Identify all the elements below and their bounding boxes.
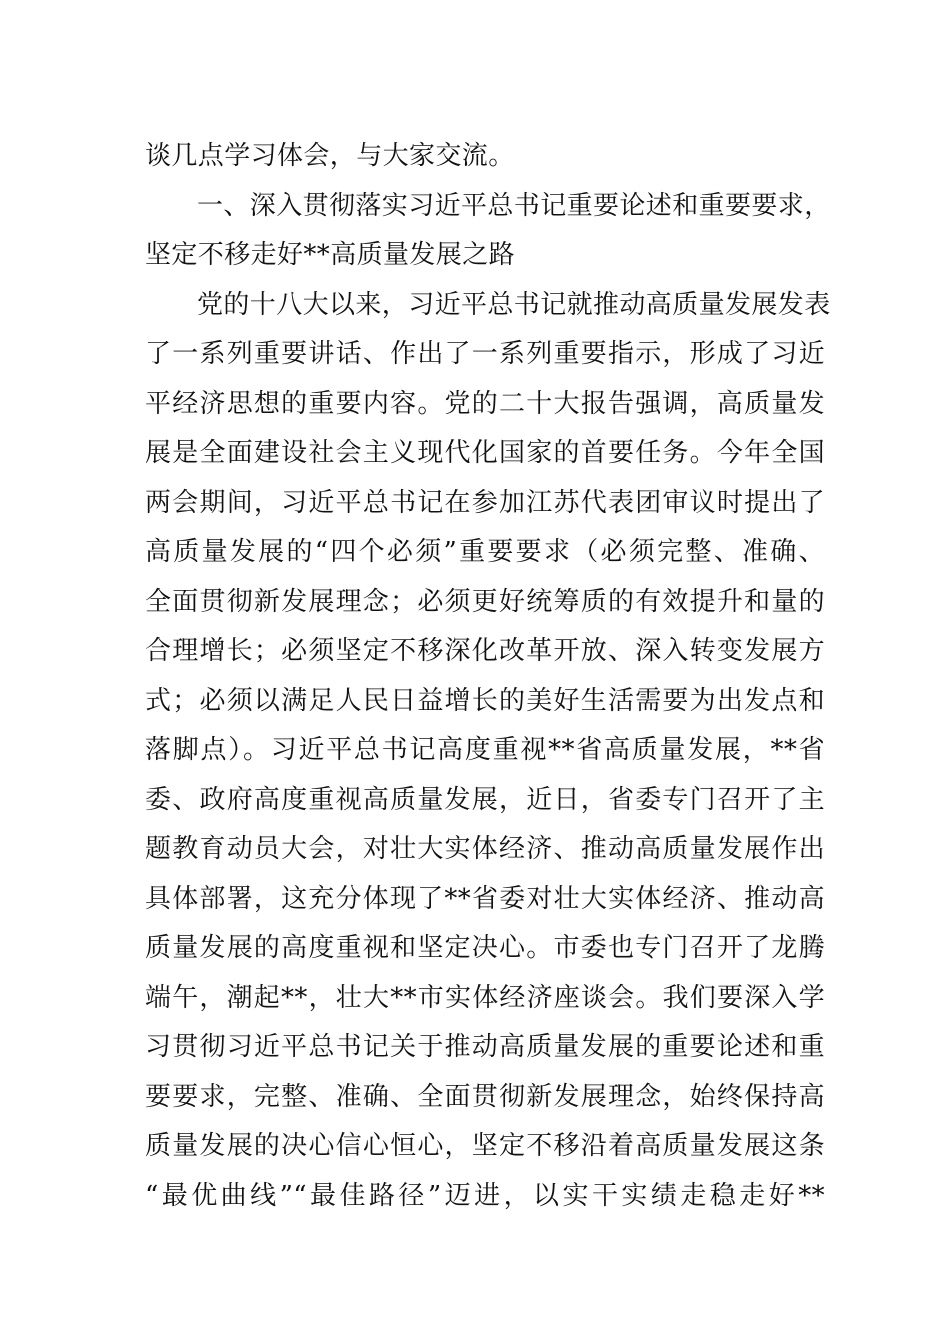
paragraph-line: 质量发展的决心信心恒心，坚定不移沿着高质量发展这条 [145,1131,825,1161]
paragraph-line: 具体部署，这充分体现了**省委对壮大实体经济、推动高 [145,883,825,914]
paragraph-line: 了一系列重要讲话、作出了一系列重要指示，形成了习近 [145,339,825,369]
paragraph-line: 质量发展的高度重视和坚定决心。市委也专门召开了龙腾 [145,933,825,963]
paragraph-line: 两会期间，习近平总书记在参加江苏代表团审议时提出了 [145,487,825,518]
paragraph-line: 习贯彻习近平总书记关于推动高质量发展的重要论述和重 [145,1032,825,1062]
paragraph-line: 题教育动员大会，对壮大实体经济、推动高质量发展作出 [145,834,825,864]
paragraph-line: 端午，潮起**，壮大**市实体经济座谈会。我们要深入学 [145,982,825,1013]
paragraph-line: 高质量发展的“四个必须”重要要求（必须完整、准确、 [145,537,825,567]
section-heading-line: 一、深入贯彻落实习近平总书记重要论述和重要要求， [197,190,831,221]
paragraph-line: 合理增长；必须坚定不移深化改革开放、深入转变发展方 [145,636,825,666]
paragraph-line: 平经济思想的重要内容。党的二十大报告强调，高质量发 [145,388,825,419]
paragraph-line: 委、政府高度重视高质量发展，近日，省委专门召开了主 [145,784,825,815]
paragraph-line: 要要求，完整、准确、全面贯彻新发展理念，始终保持高 [145,1081,825,1112]
paragraph-line: 党的十八大以来，习近平总书记就推动高质量发展发表 [197,289,831,320]
paragraph-line: 落脚点）。习近平总书记高度重视**省高质量发展，**省 [145,735,825,765]
paragraph-line: 全面贯彻新发展理念；必须更好统筹质的有效提升和量的 [145,586,825,617]
paragraph-line: 式；必须以满足人民日益增长的美好生活需要为出发点和 [145,685,825,716]
body-text [145,132,831,1221]
paragraph-line: 谈几点学习体会，与大家交流。 [145,141,515,171]
paragraph-line: 展是全面建设社会主义现代化国家的首要任务。今年全国 [145,438,825,468]
paragraph-line: “最优曲线”“最佳路径”迈进，以实干实绩走稳走好** [145,1180,825,1211]
section-heading-line: 坚定不移走好**高质量发展之路 [145,240,516,270]
